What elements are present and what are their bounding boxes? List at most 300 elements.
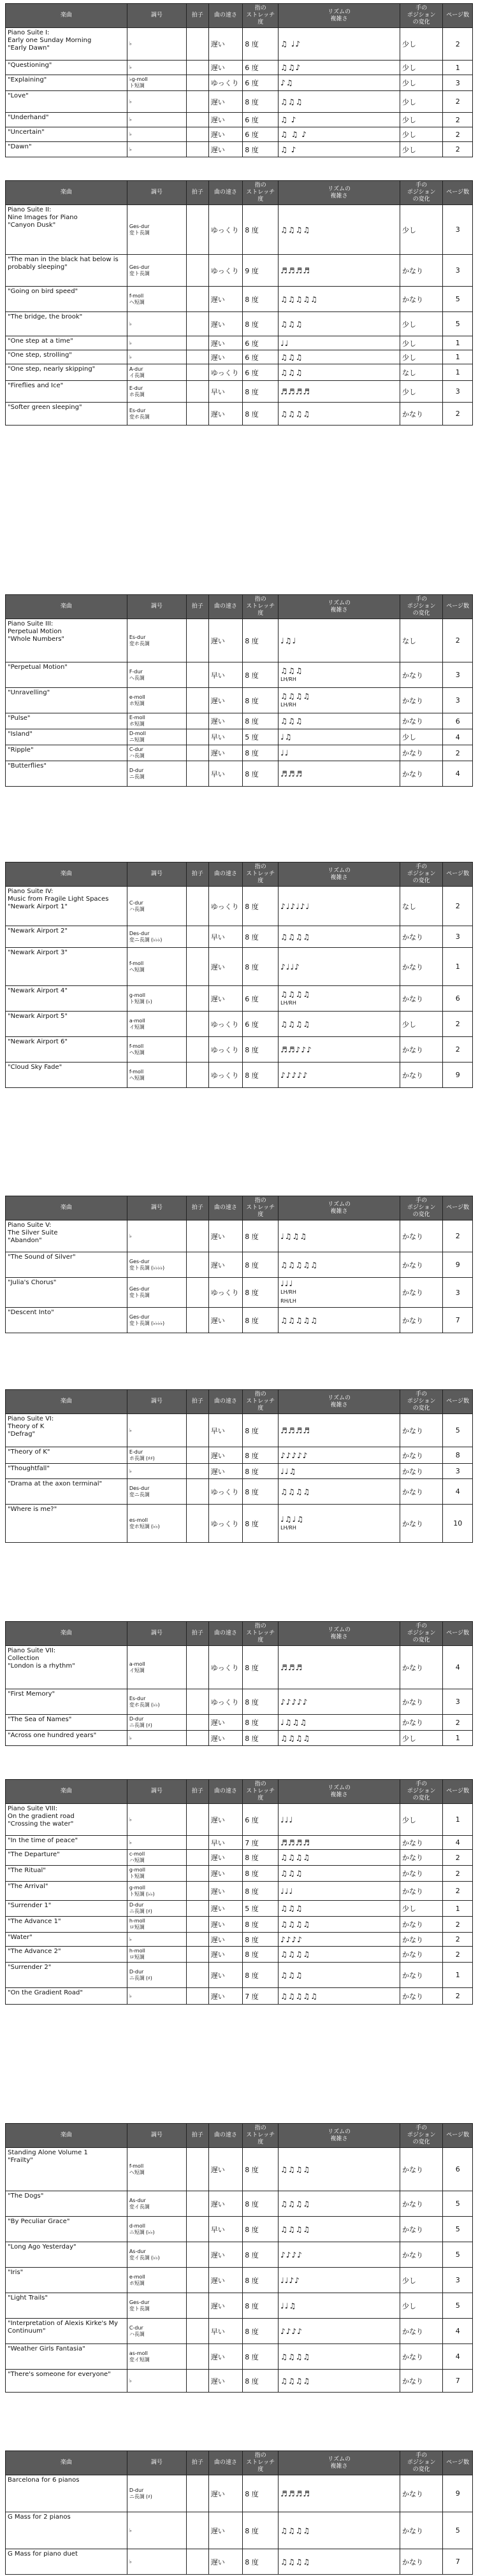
rhythm-notation: ♬♬♬♬ [280, 2489, 311, 2498]
piece-title: "Softer green sleeping" [8, 404, 82, 411]
flat-symbol: ♭ [129, 41, 132, 47]
rhythm-cell [279, 61, 400, 75]
tempo-cell: 遅い [208, 1715, 243, 1731]
key-name: D-dur ニ長調 [129, 767, 145, 780]
key-signature-cell [127, 1278, 186, 1308]
page-count-cell: 5 [443, 2242, 473, 2268]
page-count-cell: 3 [443, 688, 473, 713]
key-signature-cell [127, 2344, 186, 2370]
key-name: Es-dur 変ホ長調 [129, 1695, 150, 1708]
key-signature-cell [127, 1414, 186, 1447]
stretch-cell: 8 度 [243, 619, 279, 662]
position-change-cell: 少し [400, 91, 442, 113]
rhythm-notation: ♫♫♫♫♫ [280, 294, 318, 304]
col-header-pages: ページ数 [443, 2451, 473, 2475]
key-signature-cell [127, 2148, 186, 2191]
piece-title-cell [6, 2191, 127, 2217]
piece-title-cell [6, 287, 127, 312]
key-signature-cell [127, 619, 186, 662]
rhythm-notation: ♫♫♫♫ [280, 2199, 311, 2208]
page-count-cell: 3 [443, 662, 473, 688]
page-count-cell: 1 [443, 364, 473, 381]
table-row [6, 662, 473, 688]
rhythm-notation: ♪♪♪♪♪ [280, 1070, 308, 1080]
page-count-cell: 2 [443, 887, 473, 926]
piece-title: "Long Ago Yesterday" [8, 2243, 76, 2250]
rhythm-cell [279, 2268, 400, 2293]
rhythm-cell [279, 1464, 400, 1479]
page-count-cell: 9 [443, 1252, 473, 1278]
stretch-cell: 8 度 [243, 1731, 279, 1746]
table-row [6, 381, 473, 403]
col-header-stretch: 指の ストレッチ度 [243, 1196, 279, 1220]
table-row [6, 619, 473, 662]
time-signature-cell [186, 1505, 208, 1543]
key-signature-cell [127, 1731, 186, 1746]
time-signature-cell [186, 2148, 208, 2191]
rhythm-notation: ♩♫♩ [280, 636, 297, 645]
stretch-cell: 8 度 [243, 1479, 279, 1505]
time-signature-cell [186, 142, 208, 157]
rhythm-notation: ♩♫♩♫ [280, 1514, 304, 1524]
table-row [6, 364, 473, 381]
page-count-cell: 1 [443, 948, 473, 986]
stretch-cell: 8 度 [243, 1963, 279, 1988]
rhythm-cell [279, 926, 400, 948]
table-row [6, 1414, 473, 1447]
position-change-cell: 少し [400, 381, 442, 403]
suite-name: Piano Suite VII: Collection [8, 1647, 56, 1662]
piece-title: G Mass for piano duet [8, 2551, 78, 2558]
flat-symbol: ♭ [129, 1427, 132, 1433]
position-change-cell: かなり [400, 1479, 442, 1505]
piece-title-cell [6, 113, 127, 127]
key-signature-cell [127, 2191, 186, 2217]
table-row [6, 1947, 473, 1963]
rhythm-notation: ♪♪♪♪♪ [280, 1697, 308, 1707]
tempo-cell: 遅い [208, 1933, 243, 1947]
table-row [6, 1646, 473, 1689]
piece-title: Barcelona for 6 pianos [8, 2477, 80, 2484]
col-header-time: 拍子 [186, 2451, 208, 2475]
rhythm-notation: ♫♫♫ [280, 666, 303, 675]
col-header-rhythm: リズムの 複雑さ [279, 2124, 400, 2148]
key-name: as-moll 変イ短調 [129, 2350, 150, 2363]
key-name: a-moll イ短調 [129, 1017, 145, 1030]
piece-title-cell [6, 1882, 127, 1901]
rhythm-cell [279, 1850, 400, 1866]
table-row [6, 688, 473, 713]
table-row [6, 1063, 473, 1088]
table-row [6, 2512, 473, 2549]
hand-note: LH/RH RH/LH [280, 1289, 296, 1304]
tempo-cell: 早い [208, 2217, 243, 2242]
suite-table [5, 862, 473, 1088]
time-signature-cell [186, 1882, 208, 1901]
piece-title: "Water" [8, 1934, 33, 1941]
time-signature-cell [186, 761, 208, 787]
suite-table [5, 1779, 473, 2005]
rhythm-cell [279, 2512, 400, 2549]
tempo-cell: 遅い [208, 2549, 243, 2575]
col-header-stretch: 指の ストレッチ度 [243, 595, 279, 619]
position-change-cell: かなり [400, 287, 442, 312]
piece-title-cell [6, 255, 127, 287]
tempo-cell: 遅い [208, 142, 243, 157]
stretch-cell: 5 度 [243, 729, 279, 745]
table-row [6, 403, 473, 426]
key-name: Es-dur 変ホ長調 [129, 407, 150, 420]
col-header-time: 拍子 [186, 1780, 208, 1804]
piece-title: "Newark Airport 2" [8, 927, 68, 934]
tempo-cell: 遅い [208, 1866, 243, 1882]
key-name: E-dur ホ長調 [129, 385, 145, 397]
col-header-stretch: 指の ストレッチ度 [243, 1780, 279, 1804]
position-change-cell: かなり [400, 2217, 442, 2242]
stretch-cell: 8 度 [243, 1037, 279, 1063]
table-row [6, 986, 473, 1012]
rhythm-cell [279, 364, 400, 381]
col-header-change: 手の ポジション の変化 [400, 595, 442, 619]
stretch-cell: 8 度 [243, 28, 279, 61]
position-change-cell: 少し [400, 142, 442, 157]
col-header-stretch: 指の ストレッチ度 [243, 2124, 279, 2148]
key-signature-cell [127, 1689, 186, 1715]
key-signature-cell [127, 1464, 186, 1479]
piece-title-cell [6, 2549, 127, 2575]
piece-title: "Across one hundred years" [8, 1732, 97, 1739]
position-change-cell: かなり [400, 1278, 442, 1308]
suite-name: Piano Suite II: Nine Images for Piano [8, 206, 78, 221]
page-count-cell: 3 [443, 2268, 473, 2293]
page-count-cell: 2 [443, 1715, 473, 1731]
stretch-cell: 8 度 [243, 1464, 279, 1479]
rhythm-cell [279, 127, 400, 142]
piece-title-cell [6, 205, 127, 255]
piece-title-cell [6, 28, 127, 61]
table-row [6, 1037, 473, 1063]
rhythm-cell [279, 986, 400, 1012]
stretch-cell: 6 度 [243, 364, 279, 381]
accidentals: (♭♭) [145, 2229, 155, 2235]
rhythm-notation: ♬♬♬♬ [280, 1838, 311, 1847]
rhythm-notation: ♩♩♫ [280, 1466, 297, 1476]
page-count-cell: 4 [443, 1479, 473, 1505]
suite-table [5, 1621, 473, 1746]
page-count-cell: 4 [443, 1836, 473, 1850]
tempo-cell: 遅い [208, 745, 243, 761]
rhythm-cell [279, 2549, 400, 2575]
key-signature-cell [127, 75, 186, 91]
rhythm-notation: ♫♫♪ [280, 63, 301, 72]
rhythm-cell [279, 1447, 400, 1464]
col-header-change: 手の ポジション の変化 [400, 1390, 442, 1414]
piece-title: "The Sound of Silver" [8, 1254, 76, 1261]
accidentals: (♭♭) [150, 1701, 160, 1708]
header-row [6, 2451, 473, 2475]
piece-title-cell [6, 1933, 127, 1947]
piece-title-cell [6, 729, 127, 745]
table-row [6, 1731, 473, 1746]
position-change-cell: かなり [400, 1414, 442, 1447]
tempo-cell: 遅い [208, 1252, 243, 1278]
accidentals: (♭♭♭♭) [150, 1264, 165, 1271]
col-header-tempo: 曲の速さ [208, 1196, 243, 1220]
page-count-cell: 2 [443, 127, 473, 142]
position-change-cell: かなり [400, 403, 442, 426]
page-count-cell: 10 [443, 1505, 473, 1543]
table-row [6, 127, 473, 142]
rhythm-cell [279, 1012, 400, 1037]
stretch-cell: 8 度 [243, 1308, 279, 1333]
table-row [6, 2242, 473, 2268]
accidentals: (♭♭) [150, 1523, 160, 1529]
stretch-cell: 6 度 [243, 61, 279, 75]
page-count-cell: 5 [443, 1414, 473, 1447]
stretch-cell: 8 度 [243, 1646, 279, 1689]
stretch-cell: 8 度 [243, 312, 279, 336]
rhythm-cell [279, 336, 400, 350]
piece-title: "The Advance 2" [8, 1948, 61, 1955]
col-header-rhythm: リズムの 複雑さ [279, 1780, 400, 1804]
tempo-cell: 遅い [208, 28, 243, 61]
rhythm-cell [279, 662, 400, 688]
table-row [6, 312, 473, 336]
key-signature-cell [127, 403, 186, 426]
header-row [6, 1622, 473, 1646]
key-name: es-moll 変ホ短調 [129, 1517, 150, 1529]
suite-table [5, 180, 473, 426]
piece-title-cell [6, 2268, 127, 2293]
header-row [6, 4, 473, 28]
page-count-cell: 7 [443, 2549, 473, 2575]
stretch-cell: 8 度 [243, 2268, 279, 2293]
key-name: a-moll イ短調 [129, 1661, 145, 1673]
rhythm-cell [279, 287, 400, 312]
rhythm-notation: ♫♫♫♫ [280, 1733, 311, 1743]
tempo-cell: 遅い [208, 127, 243, 142]
piece-title: "There's someone for everyone" [8, 2371, 111, 2378]
rhythm-notation: ♫♫♫♫ [280, 2376, 311, 2386]
key-signature-cell [127, 2370, 186, 2393]
piece-title: "The Departure" [8, 1851, 60, 1858]
col-header-title: 楽曲 [6, 181, 127, 205]
rhythm-cell [279, 1731, 400, 1746]
position-change-cell: かなり [400, 1464, 442, 1479]
table-row [6, 28, 473, 61]
key-signature-cell [127, 2475, 186, 2512]
time-signature-cell [186, 1836, 208, 1850]
rhythm-notation: ♬♬♬ [280, 1663, 303, 1672]
page-count-cell: 2 [443, 142, 473, 157]
col-header-rhythm: リズムの 複雑さ [279, 862, 400, 887]
table-row [6, 948, 473, 986]
flat-symbol: ♭ [129, 2527, 132, 2533]
tempo-cell: 遅い [208, 91, 243, 113]
position-change-cell: かなり [400, 1505, 442, 1543]
rhythm-cell [279, 2191, 400, 2217]
time-signature-cell [186, 926, 208, 948]
rhythm-notation: ♫♫♫ [280, 319, 303, 329]
stretch-cell: 8 度 [243, 1917, 279, 1933]
col-header-title: 楽曲 [6, 1622, 127, 1646]
time-signature-cell [186, 2319, 208, 2344]
col-header-time: 拍子 [186, 4, 208, 28]
piece-title-cell [6, 1220, 127, 1252]
page-count-cell: 3 [443, 381, 473, 403]
col-header-key: 調号 [127, 595, 186, 619]
key-signature-cell [127, 205, 186, 255]
header-row [6, 1390, 473, 1414]
page-count-cell: 3 [443, 926, 473, 948]
piece-title-cell [6, 1646, 127, 1689]
flat-symbol: ♭ [129, 131, 132, 137]
stretch-cell: 8 度 [243, 1933, 279, 1947]
table-row [6, 1689, 473, 1715]
piece-title: "Unravelling" [8, 689, 50, 696]
piece-title-cell [6, 1278, 127, 1308]
accidentals: (♭♭) [150, 2254, 160, 2261]
col-header-pages: ページ数 [443, 1622, 473, 1646]
piece-title: "Canyon Dusk" [8, 222, 56, 229]
tempo-cell: 早い [208, 662, 243, 688]
piece-title: "First Memory" [8, 1691, 55, 1698]
piece-title-cell [6, 61, 127, 75]
time-signature-cell [186, 662, 208, 688]
position-change-cell: 少し [400, 75, 442, 91]
tempo-cell: 遅い [208, 350, 243, 364]
page-count-cell: 9 [443, 2475, 473, 2512]
piece-title: G Mass for 2 pianos [8, 2514, 71, 2521]
time-signature-cell [186, 2475, 208, 2512]
stretch-cell: 8 度 [243, 745, 279, 761]
time-signature-cell [186, 255, 208, 287]
table-row [6, 1850, 473, 1866]
piece-title-cell [6, 986, 127, 1012]
piece-title-cell [6, 2475, 127, 2512]
tempo-cell: 遅い [208, 287, 243, 312]
page-count-cell: 3 [443, 255, 473, 287]
table-row [6, 61, 473, 75]
header-row [6, 862, 473, 887]
piece-title: "Defrag" [8, 1431, 36, 1438]
position-change-cell: なし [400, 619, 442, 662]
tempo-cell: 遅い [208, 1447, 243, 1464]
col-header-tempo: 曲の速さ [208, 181, 243, 205]
tempo-cell: 早い [208, 1414, 243, 1447]
page-count-cell: 2 [443, 1866, 473, 1882]
position-change-cell: かなり [400, 1850, 442, 1866]
table-row [6, 1715, 473, 1731]
time-signature-cell [186, 1963, 208, 1988]
time-signature-cell [186, 688, 208, 713]
time-signature-cell [186, 1278, 208, 1308]
stretch-cell: 8 度 [243, 1447, 279, 1464]
rhythm-cell [279, 1933, 400, 1947]
position-change-cell: かなり [400, 1836, 442, 1850]
flat-symbol: ♭ [129, 1816, 132, 1822]
col-header-time: 拍子 [186, 862, 208, 887]
col-header-change: 手の ポジション の変化 [400, 1780, 442, 1804]
rhythm-notation: ♪♩♪♩♪♩ [280, 901, 310, 911]
key-name: D-dur ニ長調 [129, 1968, 145, 1981]
tempo-cell: 遅い [208, 1947, 243, 1963]
key-signature-cell [127, 113, 186, 127]
key-signature-cell [127, 336, 186, 350]
stretch-cell: 8 度 [243, 1505, 279, 1543]
piece-title: "Ripple" [8, 747, 34, 754]
stretch-cell: 8 度 [243, 1220, 279, 1252]
time-signature-cell [186, 287, 208, 312]
key-signature-cell [127, 1917, 186, 1933]
position-change-cell: かなり [400, 948, 442, 986]
rhythm-notation: ♪♪♪♪ [280, 2326, 303, 2336]
time-signature-cell [186, 1947, 208, 1963]
rhythm-cell [279, 948, 400, 986]
piece-title-cell [6, 2344, 127, 2370]
key-signature-cell [127, 1850, 186, 1866]
suite-name: Piano Suite IV: Music from Fragile Light Spaces [8, 888, 109, 903]
piece-title-cell [6, 1464, 127, 1479]
tempo-cell: ゆっくり [208, 1063, 243, 1088]
key-name: f-moll ヘ短調 [129, 960, 145, 973]
suite-table [5, 2123, 473, 2393]
time-signature-cell [186, 948, 208, 986]
piece-title-cell [6, 1037, 127, 1063]
position-change-cell: かなり [400, 1933, 442, 1947]
piece-title: "On the Gradient Road" [8, 1989, 83, 1996]
rhythm-cell [279, 1479, 400, 1505]
key-signature-cell [127, 729, 186, 745]
rhythm-cell [279, 2293, 400, 2319]
time-signature-cell [186, 887, 208, 926]
time-signature-cell [186, 1850, 208, 1866]
position-change-cell: 少し [400, 1901, 442, 1917]
piece-title: "Explaining" [8, 76, 47, 83]
time-signature-cell [186, 1866, 208, 1882]
stretch-cell: 8 度 [243, 1715, 279, 1731]
rhythm-notation: ♬♬♬♬ [280, 1426, 311, 1435]
flat-symbol: ♭ [129, 2377, 132, 2384]
col-header-stretch: 指の ストレッチ度 [243, 1390, 279, 1414]
col-header-time: 拍子 [186, 1622, 208, 1646]
rhythm-cell [279, 2319, 400, 2344]
hand-note: LH/RH [280, 1524, 296, 1531]
col-header-title: 楽曲 [6, 862, 127, 887]
piece-title-cell [6, 1917, 127, 1933]
time-signature-cell [186, 2512, 208, 2549]
key-signature-cell [127, 28, 186, 61]
page-count-cell: 4 [443, 761, 473, 787]
piece-title-cell [6, 1963, 127, 1988]
page-count-cell: 4 [443, 729, 473, 745]
piece-title-cell [6, 1866, 127, 1882]
rhythm-notation: ♫♫♫♫♫ [280, 1991, 318, 2001]
position-change-cell: かなり [400, 1866, 442, 1882]
table-row [6, 2549, 473, 2575]
rhythm-cell [279, 28, 400, 61]
piece-title: "Light Trails" [8, 2294, 48, 2301]
key-signature-cell [127, 1901, 186, 1917]
key-signature-cell [127, 1947, 186, 1963]
col-header-time: 拍子 [186, 1196, 208, 1220]
table-row [6, 1505, 473, 1543]
rhythm-cell [279, 2475, 400, 2512]
position-change-cell: かなり [400, 662, 442, 688]
col-header-title: 楽曲 [6, 1390, 127, 1414]
piece-title-cell [6, 1479, 127, 1505]
position-change-cell: かなり [400, 1988, 442, 2005]
